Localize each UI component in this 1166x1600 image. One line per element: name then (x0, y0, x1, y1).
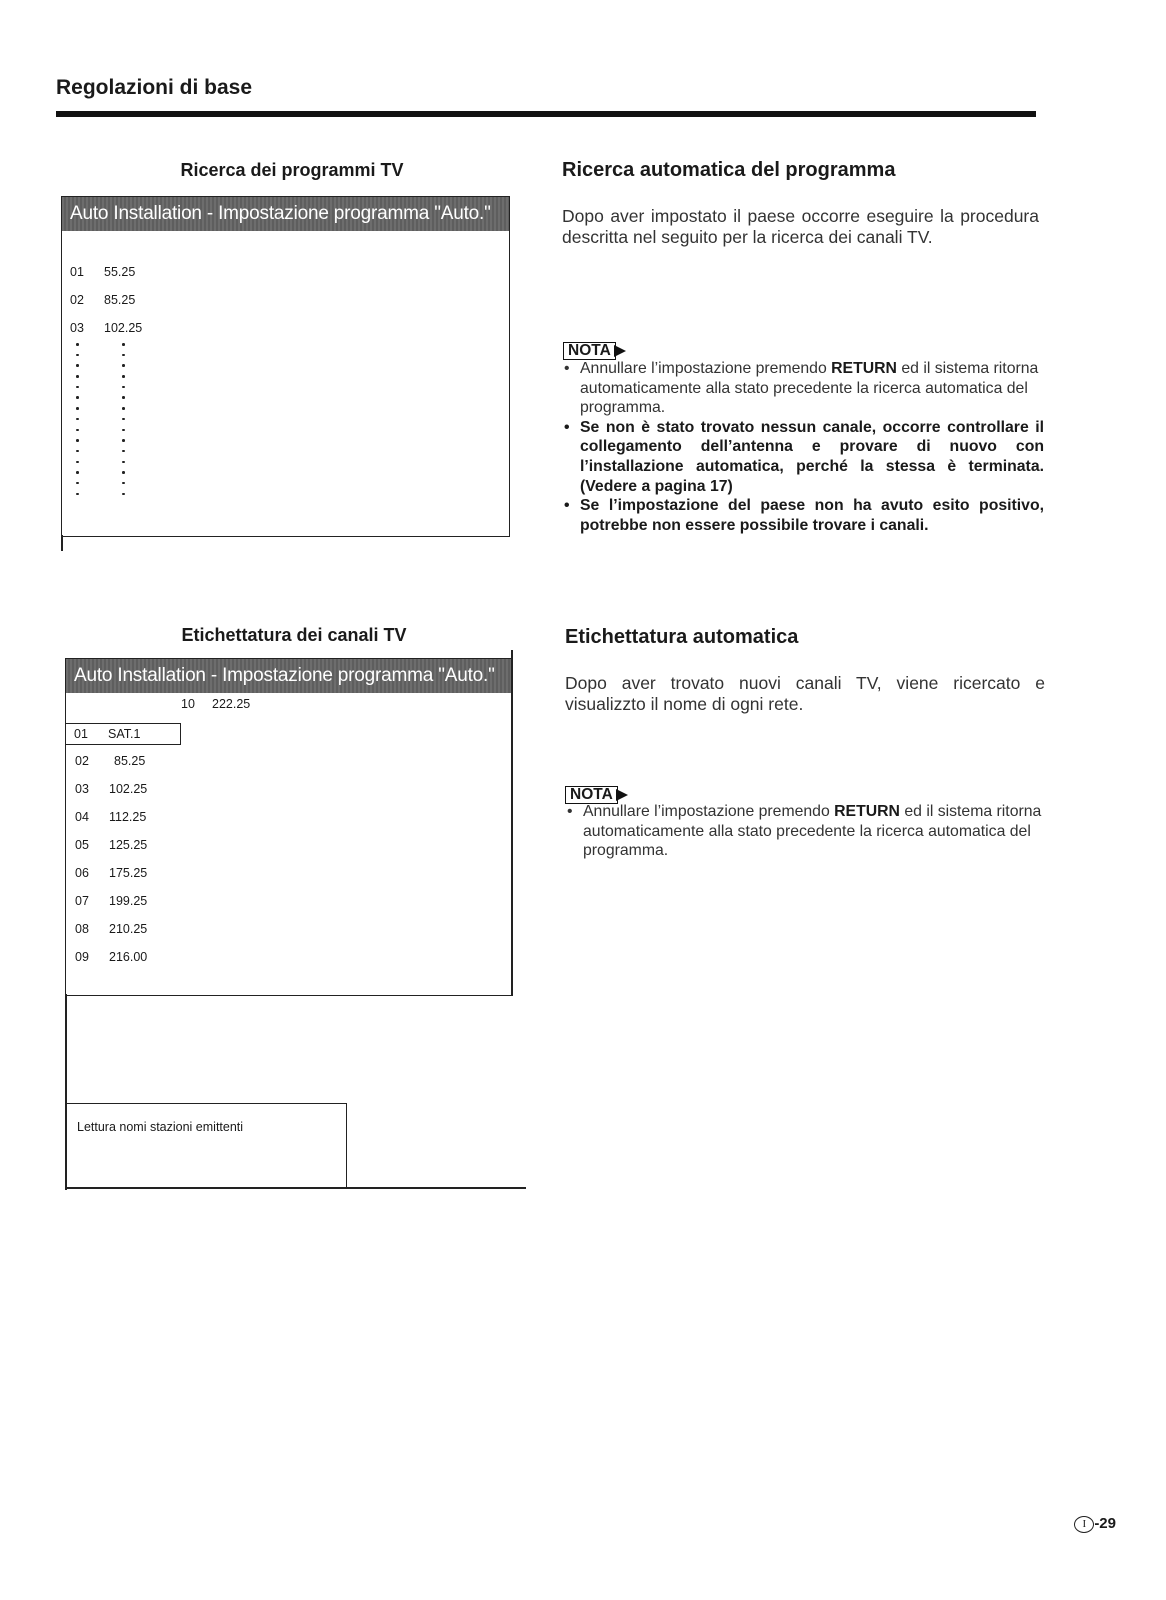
channel-row: 03 102.25 (75, 782, 148, 796)
channel-number: 02 (70, 293, 84, 307)
section-title-auto-search: Ricerca automatica del programma (562, 159, 896, 181)
channel-row: 06 175.25 (75, 866, 148, 880)
channel-row (70, 321, 142, 335)
note-item: • Annullare l’impostazione premendo RETURN ed il sistema ritorna automaticamente alla stato precedente la ricerca automatica del programma. (562, 359, 1044, 418)
body-text-auto-search: Dopo aver impostato il paese occorre eseguire la procedura descritta nel seguito per la ricerca dei canali TV. (562, 206, 1039, 247)
channel-number: 03 (70, 321, 84, 335)
page-number-text: -29 (1094, 1515, 1116, 1532)
notes-list-search (562, 359, 1044, 535)
channel-number: 01 (70, 265, 84, 279)
channel-name: SAT.1 (108, 727, 141, 741)
nota-arrow-icon (616, 789, 628, 801)
continuation-dots-frequency (122, 343, 125, 503)
nota-box: NOTA (563, 342, 616, 360)
notes-list-label (565, 802, 1047, 861)
nota-box: NOTA (565, 786, 618, 804)
current-channel-row (181, 697, 250, 711)
screen-title-bar: Auto Installation - Impostazione programma "Auto." (66, 659, 512, 693)
channel-number: 10 (181, 697, 195, 711)
channel-row: 09 216.00 (75, 950, 148, 964)
page-number (1074, 1515, 1116, 1533)
tv-screen-labeling (65, 658, 513, 996)
channel-row (70, 293, 135, 307)
screen-title-bar: Auto Installation - Impostazione programma "Auto." (62, 197, 509, 231)
channel-row: 02 85.25 (75, 754, 146, 768)
panel-title-search: Ricerca dei programmi TV (180, 160, 404, 180)
note-item: • Annullare l’impostazione premendo RETURN ed il sistema ritorna automaticamente alla stato precedente la ricerca automatica del programma. (565, 802, 1047, 861)
selected-channel-row (65, 723, 181, 745)
section-title-auto-label: Etichettatura automatica (565, 626, 799, 648)
channel-frequency: 102.25 (104, 321, 143, 335)
channel-frequency: 85.25 (104, 293, 136, 307)
channel-row: 08 210.25 (75, 922, 148, 936)
continuation-dots-number (76, 343, 79, 503)
status-box (65, 1103, 347, 1189)
channel-frequency: 222.25 (212, 697, 251, 711)
nota-arrow-icon (614, 345, 626, 357)
screen-edge-mark (61, 535, 63, 551)
note-item: • Se l’impostazione del paese non ha avuto esito positivo, potrebbe non essere possibile trovare i canali. (562, 496, 1044, 535)
channel-row (70, 265, 135, 279)
language-circle-icon: I (1074, 1516, 1094, 1533)
body-text-auto-label: Dopo aver trovato nuovi canali TV, viene ricercato e visualizzto il nome di ogni rete. (565, 673, 1045, 714)
panel-title-labeling: Etichettatura dei canali TV (181, 625, 407, 645)
status-text: Lettura nomi stazioni emittenti (77, 1120, 244, 1134)
channel-number: 01 (74, 727, 88, 741)
channel-row: 04 112.25 (75, 810, 147, 824)
section-header: Regolazioni di base (56, 76, 253, 99)
nota-label (563, 342, 626, 360)
tv-screen-search (61, 196, 510, 537)
channel-frequency: 55.25 (104, 265, 136, 279)
header-rule (56, 111, 1036, 117)
channel-row: 07 199.25 (75, 894, 148, 908)
screen-right-edge (511, 650, 513, 996)
note-item: • Se non è stato trovato nessun canale, occorre controllare il collegamento dell’antenna e provare di nuovo con l’installazione automatica, perché la stessa è terminata. (Vedere a pagina 17) (562, 418, 1044, 496)
channel-row: 05 125.25 (75, 838, 148, 852)
